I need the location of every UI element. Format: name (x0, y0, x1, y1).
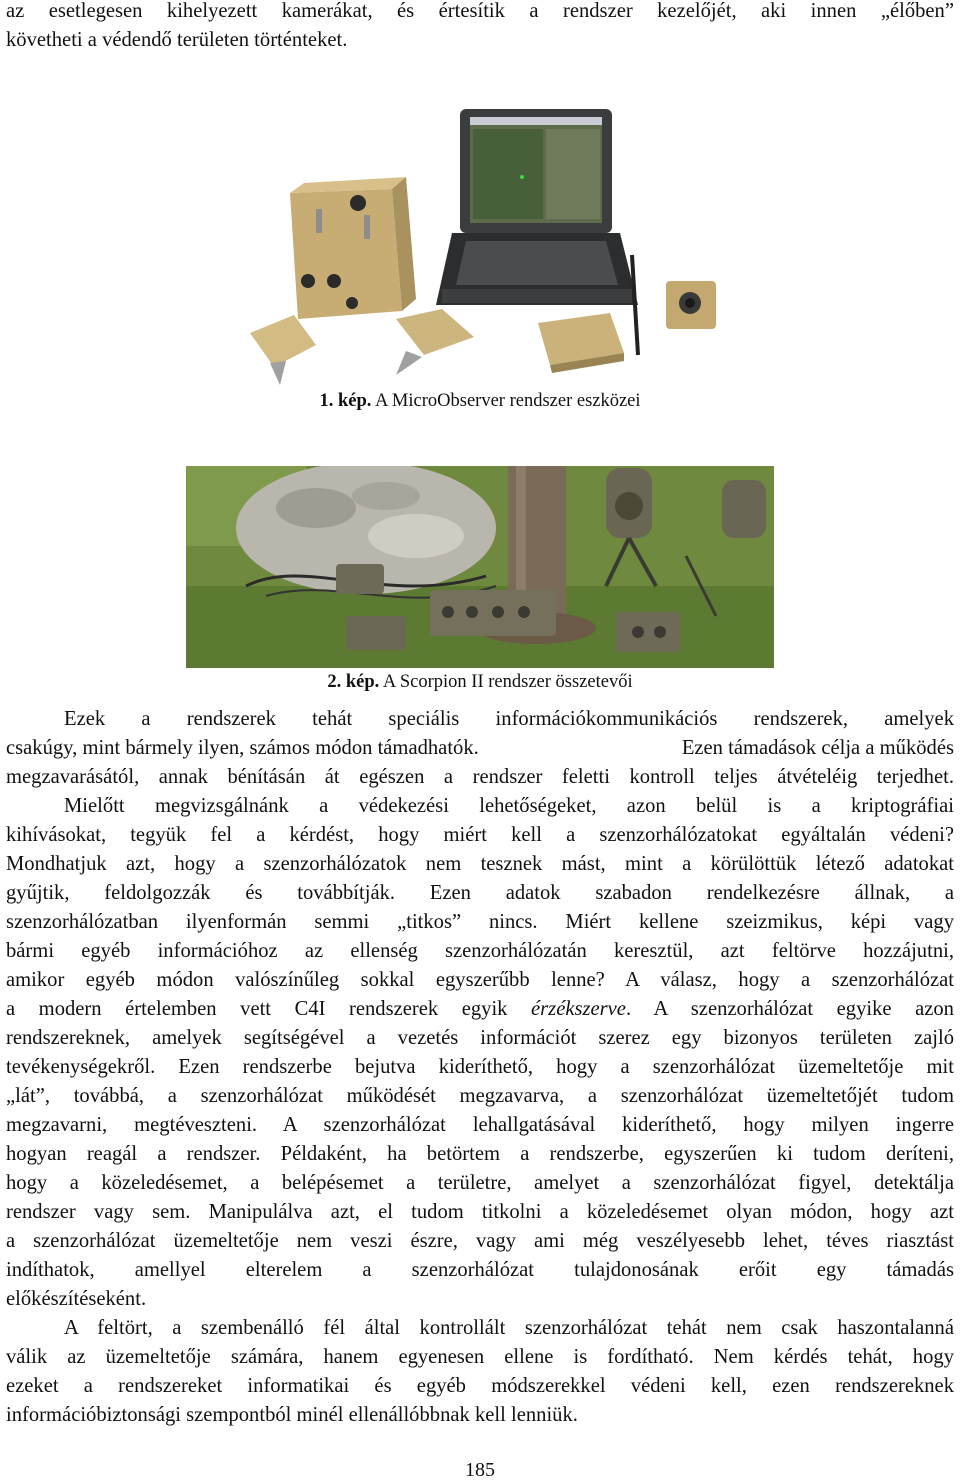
text-line: előkészítéseként. (6, 1288, 147, 1310)
text-line: hogyan reagál a rendszer. Példaként, ha betörtem a rendszerbe, egyszerűen ki tudom deríteni, (6, 1143, 954, 1165)
text-line: a szenzorhálózat üzemeltetője nem veszi észre, vagy ami még veszélyesebb lehet, téves riasztást (6, 1230, 954, 1252)
text-fragment: csakúgy, mint bármely ilyen, számos módon támadhatók. (6, 737, 479, 759)
text-fragment: . A szenzorhálózat egyike azon (625, 998, 954, 1020)
text-line: az esetlegesen kihelyezett kamerákat, és értesítik a rendszer kezelőjét, aki innen „élőben” (6, 0, 954, 22)
text-line: A feltört, a szembenálló fél által kontrollált szenzorhálózat tehát nem csak haszontalanná (64, 1317, 954, 1339)
text-line: szenzorhálózatban ilyenformán semmi „titkos” nincs. Miért kellene szeizmikus, képi vagy (6, 911, 954, 933)
figure-scorpion-photo (186, 466, 774, 668)
text-line (6, 995, 954, 1024)
figure1-caption-text: A MicroObserver rendszer eszközei (374, 391, 641, 411)
figure2-caption (0, 670, 960, 694)
text-line: tevékenységekről. Ezen rendszerbe bejutva kideríthető, hogy a szenzorhálózat üzemeltetője mit (6, 1056, 954, 1078)
text-line: információbiztonsági szempontból minél ellenállóbbnak kell lenniük. (6, 1404, 578, 1426)
text-line: bármi egyéb információhoz az ellenség szenzorhálózatán keresztül, azt feltörve hozzájutni, (6, 940, 954, 962)
text-line: Mielőtt megvizsgálnánk a védekezési lehetőségeket, azon belül is a kriptográfiai (64, 795, 954, 817)
text-line: Ezek a rendszerek tehát speciális információkommunikációs rendszerek, amelyek (64, 708, 954, 730)
text-line: gyűjtik, feldolgozzák és továbbítják. Ezen adatok szabadon rendelkezésre állnak, a (6, 882, 954, 904)
text-line: „lát”, továbbá, a szenzorhálózat működését megzavarva, a szenzorhálózat üzemeltetőjét tudom (6, 1085, 954, 1107)
text-line: indíthatok, amellyel elterelem a szenzorhálózat tulajdonosának erőit egy támadás (6, 1259, 954, 1281)
emphasis-text: érzékszerve (531, 998, 626, 1020)
text-line: megzavarni, megtéveszteni. A szenzorhálózat lehallgatásával kideríthető, hogy milyen ingerre (6, 1114, 954, 1136)
text-line: megzavarásától, annak bénításán át egészen a rendszer feletti kontroll teljes átvételéig terjedhet. (6, 766, 954, 788)
text-line: rendszer vagy sem. Manipulálva azt, el tudom titkolni a közeledésemet olyan módon, hogy azt (6, 1201, 954, 1223)
text-line: rendszereknek, amelyek segítségével a vezetés információt szerez egy bizonyos területen zajló (6, 1027, 954, 1049)
figure1-caption (0, 389, 960, 413)
text-fragment: a modern értelemben vett C4I rendszerek egyik (6, 998, 532, 1020)
text-line: követheti a védendő területen történteket. (6, 29, 348, 51)
text-line: válik az üzemeltetője számára, hanem egyenesen ellene is fordítható. Nem kérdés tehát, hogy (6, 1346, 954, 1368)
text-line: hogy a közeledésemet, a belépésemet a területre, amelyet a szenzorhálózat figyel, detektálja (6, 1172, 954, 1194)
text-fragment: Ezen támadások célja a működés (681, 737, 954, 759)
figure1-number: 1. kép. (319, 391, 372, 411)
text-line (6, 734, 954, 763)
text-line: kihívásokat, tegyük fel a kérdést, hogy miért kell a szenzorhálózatokat egyáltalán védeni? (6, 824, 954, 846)
page-number: 185 (465, 1459, 495, 1481)
text-line: ezeket a rendszereket informatikai és egyéb módszerekkel védeni kell, ezen rendszereknek (6, 1375, 954, 1397)
figure2-number: 2. kép. (327, 672, 380, 692)
figure2-caption-text: A Scorpion II rendszer összetevői (382, 672, 633, 692)
figure-microobserver-photo (246, 105, 724, 387)
text-line: amikor egyéb módon valószínűleg sokkal egyszerűbb lenne? A válasz, hogy a szenzorhálózat (6, 969, 954, 991)
text-line: Mondhatjuk azt, hogy a szenzorhálózatok nem tesznek mást, mint a körülöttük létező adatokat (6, 853, 954, 875)
